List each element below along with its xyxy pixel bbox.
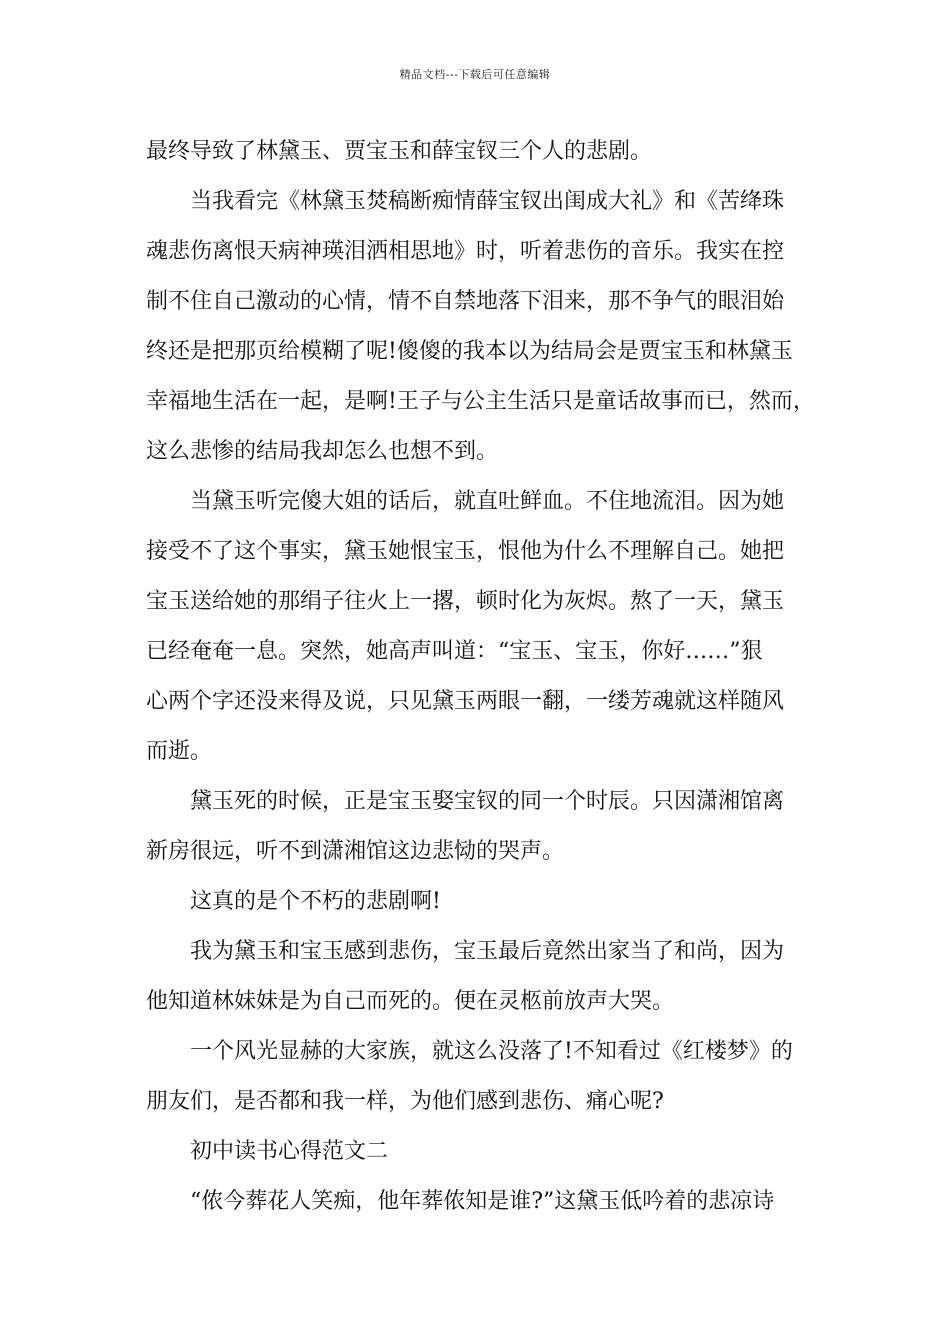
text-line: 宝玉送给她的那绢子往火上一撂，顿时化为灰烬。熬了一天，黛玉 (146, 589, 785, 614)
document-body (146, 127, 826, 1227)
text-line: 当我看完《林黛玉焚稿断痴情薛宝钗出闺成大礼》和《苦绛珠 (190, 189, 785, 214)
text-line: 当黛玉听完傻大姐的话后，就直吐鲜血。不住地流泪。因为她 (190, 489, 785, 514)
page-header: 精品文档---下载后可任意编辑 (399, 68, 551, 81)
text-line: 我为黛玉和宝玉感到悲伤，宝玉最后竟然出家当了和尚，因为 (190, 939, 785, 964)
text-line: 他知道林妹妹是为自己而死的。便在灵柩前放声大哭。 (146, 989, 675, 1014)
text-line: 朋友们，是否都和我一样，为他们感到悲伤、痛心呢? (146, 1089, 664, 1114)
text-line: 接受不了这个事实，黛玉她恨宝玉，恨他为什么不理解自己。她把 (146, 539, 785, 564)
text-line: 魂悲伤离恨天病神瑛泪洒相思地》时，听着悲伤的音乐。我实在控 (146, 239, 785, 264)
text-line: “侬今葬花人笑痴，他年葬侬知是谁?”这黛玉低吟着的悲凉诗 (190, 1189, 775, 1214)
text-line: 已经奄奄一息。突然，她高声叫道：“宝玉、宝玉，你好……”狠 (146, 639, 763, 664)
text-line: 而逝。 (146, 739, 213, 764)
text-line: 这么悲惨的结局我却怎么也想不到。 (146, 439, 499, 464)
text-line: 幸福地生活在一起，是啊!王子与公主生活只是童话故事而已，然而， (146, 389, 815, 414)
section-heading: 初中读书心得范文二 (190, 1139, 389, 1164)
text-line: 黛玉死的时候，正是宝玉娶宝钗的同一个时辰。只因潇湘馆离 (190, 789, 785, 814)
text-line: 这真的是个不朽的悲剧啊! (190, 889, 441, 914)
text-line: 新房很远，听不到潇湘馆这边悲恸的哭声。 (146, 839, 565, 864)
text-line: 最终导致了林黛玉、贾宝玉和薛宝钗三个人的悲剧。 (146, 139, 653, 164)
text-line: 终还是把那页给模糊了呢!傻傻的我本以为结局会是贾宝玉和林黛玉 (146, 339, 793, 364)
text-line: 心两个字还没来得及说，只见黛玉两眼一翻，一缕芳魂就这样随风 (146, 689, 785, 714)
text-line: 一个风光显赫的大家族，就这么没落了!不知看过《红楼梦》的 (190, 1039, 793, 1064)
text-line: 制不住自己激动的心情，情不自禁地落下泪来，那不争气的眼泪始 (146, 289, 785, 314)
